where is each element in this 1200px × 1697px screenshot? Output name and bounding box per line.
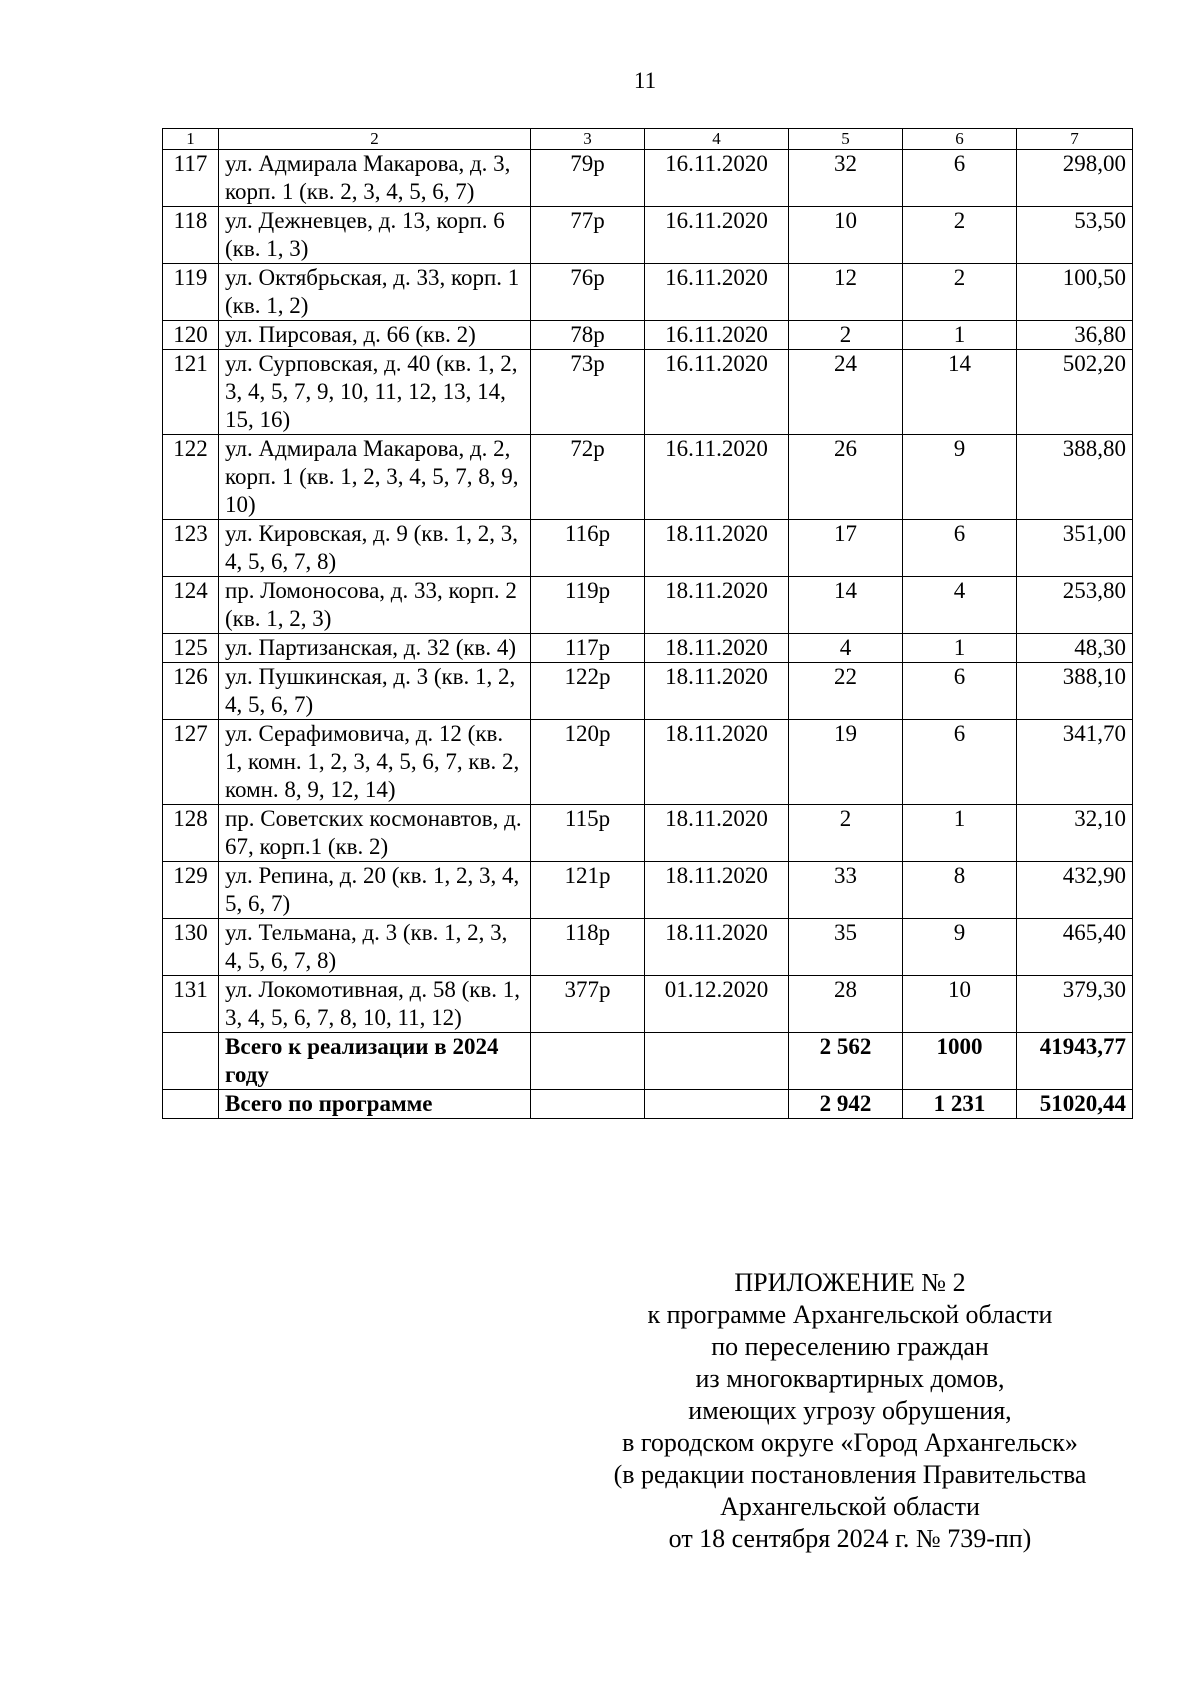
appendix-heading (580, 1267, 1120, 1555)
row-number: 121 (163, 350, 219, 435)
total-column-7: 41943,77 (1017, 1033, 1133, 1090)
date-cell: 16.11.2020 (645, 435, 789, 520)
appendix-line: по переселению граждан (711, 1332, 989, 1361)
empty-cell (645, 1090, 789, 1119)
column-7-cell: 341,70 (1017, 720, 1133, 805)
column-7-cell: 253,80 (1017, 577, 1133, 634)
column-number-row (163, 129, 1133, 150)
document-number-cell: 79р (531, 150, 645, 207)
appendix-line: (в редакции постановления Правительства (613, 1460, 1087, 1489)
table-row (163, 435, 1133, 520)
document-number-cell: 121р (531, 862, 645, 919)
column-7-cell: 32,10 (1017, 805, 1133, 862)
column-6-cell: 10 (903, 976, 1017, 1033)
date-cell: 18.11.2020 (645, 919, 789, 976)
column-6-cell: 9 (903, 435, 1017, 520)
document-number-cell: 77р (531, 207, 645, 264)
column-6-cell: 6 (903, 663, 1017, 720)
column-7-cell: 388,10 (1017, 663, 1133, 720)
document-number-cell: 78р (531, 321, 645, 350)
column-6-cell: 1 (903, 321, 1017, 350)
document-number-cell: 72р (531, 435, 645, 520)
column-5-cell: 26 (789, 435, 903, 520)
column-6-cell: 14 (903, 350, 1017, 435)
column-6-cell: 1 (903, 634, 1017, 663)
row-number: 126 (163, 663, 219, 720)
address-cell: ул. Адмирала Макарова, д. 3, корп. 1 (кв. 2, 3, 4, 5, 6, 7) (219, 150, 531, 207)
column-6-cell: 1 (903, 805, 1017, 862)
column-5-cell: 17 (789, 520, 903, 577)
row-number: 128 (163, 805, 219, 862)
empty-cell (531, 1033, 645, 1090)
document-number-cell: 118р (531, 919, 645, 976)
resettlement-table (162, 128, 1133, 1119)
total-label: Всего к реализации в 2024 году (219, 1033, 531, 1090)
address-cell: ул. Адмирала Макарова, д. 2, корп. 1 (кв. 1, 2, 3, 4, 5, 7, 8, 9, 10) (219, 435, 531, 520)
table-row (163, 805, 1133, 862)
table-row (163, 862, 1133, 919)
column-7-cell: 465,40 (1017, 919, 1133, 976)
page-number: 11 (633, 68, 657, 93)
column-5-cell: 32 (789, 150, 903, 207)
table-row (163, 919, 1133, 976)
table-body (163, 150, 1133, 1119)
table-row (163, 321, 1133, 350)
column-5-cell: 19 (789, 720, 903, 805)
document-number-cell: 120р (531, 720, 645, 805)
row-number: 117 (163, 150, 219, 207)
address-cell: ул. Тельмана, д. 3 (кв. 1, 2, 3, 4, 5, 6, 7, 8) (219, 919, 531, 976)
column-header: 5 (789, 129, 903, 150)
table-row (163, 720, 1133, 805)
column-6-cell: 4 (903, 577, 1017, 634)
document-number-cell: 76р (531, 264, 645, 321)
total-column-5: 2 942 (789, 1090, 903, 1119)
date-cell: 16.11.2020 (645, 150, 789, 207)
address-cell: ул. Партизанская, д. 32 (кв. 4) (219, 634, 531, 663)
appendix-line: ПРИЛОЖЕНИЕ № 2 (734, 1268, 966, 1297)
column-header: 1 (163, 129, 219, 150)
column-7-cell: 351,00 (1017, 520, 1133, 577)
row-number: 127 (163, 720, 219, 805)
total-column-6: 1 231 (903, 1090, 1017, 1119)
column-5-cell: 14 (789, 577, 903, 634)
total-column-5: 2 562 (789, 1033, 903, 1090)
column-7-cell: 379,30 (1017, 976, 1133, 1033)
document-number-cell: 117р (531, 634, 645, 663)
address-cell: ул. Локомотивная, д. 58 (кв. 1, 3, 4, 5, 6, 7, 8, 10, 11, 12) (219, 976, 531, 1033)
column-5-cell: 22 (789, 663, 903, 720)
column-5-cell: 4 (789, 634, 903, 663)
row-number: 130 (163, 919, 219, 976)
column-6-cell: 2 (903, 207, 1017, 264)
appendix-line: к программе Архангельской области (647, 1300, 1053, 1329)
empty-cell (163, 1090, 219, 1119)
column-6-cell: 9 (903, 919, 1017, 976)
appendix-line: из многоквартирных домов, (695, 1364, 1005, 1393)
address-cell: ул. Сурповская, д. 40 (кв. 1, 2, 3, 4, 5, 7, 9, 10, 11, 12, 13, 14, 15, 16) (219, 350, 531, 435)
table-row (163, 634, 1133, 663)
address-cell: ул. Октябрьская, д. 33, корп. 1 (кв. 1, 2) (219, 264, 531, 321)
column-6-cell: 6 (903, 150, 1017, 207)
address-cell: ул. Пушкинская, д. 3 (кв. 1, 2, 4, 5, 6, 7) (219, 663, 531, 720)
date-cell: 16.11.2020 (645, 321, 789, 350)
column-5-cell: 2 (789, 321, 903, 350)
table-row (163, 520, 1133, 577)
column-5-cell: 2 (789, 805, 903, 862)
column-6-cell: 2 (903, 264, 1017, 321)
row-number: 124 (163, 577, 219, 634)
row-number: 125 (163, 634, 219, 663)
date-cell: 18.11.2020 (645, 520, 789, 577)
total-label: Всего по программе (219, 1090, 531, 1119)
date-cell: 16.11.2020 (645, 207, 789, 264)
date-cell: 18.11.2020 (645, 805, 789, 862)
date-cell: 18.11.2020 (645, 577, 789, 634)
address-cell: пр. Ломоносова, д. 33, корп. 2 (кв. 1, 2, 3) (219, 577, 531, 634)
row-number: 122 (163, 435, 219, 520)
address-cell: ул. Серафимовича, д. 12 (кв. 1, комн. 1, 2, 3, 4, 5, 6, 7, кв. 2, комн. 8, 9, 12, 14) (219, 720, 531, 805)
address-cell: пр. Советских космонавтов, д. 67, корп.1 (кв. 2) (219, 805, 531, 862)
column-7-cell: 502,20 (1017, 350, 1133, 435)
date-cell: 16.11.2020 (645, 264, 789, 321)
table-row (163, 264, 1133, 321)
total-column-6: 1000 (903, 1033, 1017, 1090)
column-5-cell: 28 (789, 976, 903, 1033)
column-header: 7 (1017, 129, 1133, 150)
date-cell: 16.11.2020 (645, 350, 789, 435)
column-6-cell: 6 (903, 520, 1017, 577)
column-7-cell: 36,80 (1017, 321, 1133, 350)
column-5-cell: 35 (789, 919, 903, 976)
column-header: 2 (219, 129, 531, 150)
empty-cell (531, 1090, 645, 1119)
column-7-cell: 48,30 (1017, 634, 1133, 663)
date-cell: 18.11.2020 (645, 634, 789, 663)
table-row (163, 976, 1133, 1033)
total-row (163, 1033, 1133, 1090)
column-7-cell: 432,90 (1017, 862, 1133, 919)
date-cell: 18.11.2020 (645, 720, 789, 805)
column-7-cell: 388,80 (1017, 435, 1133, 520)
document-number-cell: 119р (531, 577, 645, 634)
address-cell: ул. Пирсовая, д. 66 (кв. 2) (219, 321, 531, 350)
document-number-cell: 115р (531, 805, 645, 862)
column-6-cell: 8 (903, 862, 1017, 919)
address-cell: ул. Дежневцев, д. 13, корп. 6 (кв. 1, 3) (219, 207, 531, 264)
column-header: 3 (531, 129, 645, 150)
empty-cell (163, 1033, 219, 1090)
row-number: 120 (163, 321, 219, 350)
column-5-cell: 33 (789, 862, 903, 919)
document-number-cell: 377р (531, 976, 645, 1033)
appendix-line: в городском округе «Город Архангельск» (622, 1428, 1078, 1457)
document-number-cell: 73р (531, 350, 645, 435)
column-5-cell: 24 (789, 350, 903, 435)
table-row (163, 350, 1133, 435)
table-row (163, 663, 1133, 720)
column-7-cell: 100,50 (1017, 264, 1133, 321)
column-header: 4 (645, 129, 789, 150)
table-row (163, 150, 1133, 207)
row-number: 123 (163, 520, 219, 577)
address-cell: ул. Репина, д. 20 (кв. 1, 2, 3, 4, 5, 6, 7) (219, 862, 531, 919)
document-number-cell: 122р (531, 663, 645, 720)
empty-cell (645, 1033, 789, 1090)
date-cell: 01.12.2020 (645, 976, 789, 1033)
column-header: 6 (903, 129, 1017, 150)
document-number-cell: 116р (531, 520, 645, 577)
table-row (163, 207, 1133, 264)
row-number: 131 (163, 976, 219, 1033)
column-6-cell: 6 (903, 720, 1017, 805)
row-number: 129 (163, 862, 219, 919)
row-number: 118 (163, 207, 219, 264)
column-7-cell: 53,50 (1017, 207, 1133, 264)
table-row (163, 577, 1133, 634)
appendix-line: имеющих угрозу обрушения, (688, 1396, 1012, 1425)
address-cell: ул. Кировская, д. 9 (кв. 1, 2, 3, 4, 5, 6, 7, 8) (219, 520, 531, 577)
date-cell: 18.11.2020 (645, 663, 789, 720)
column-5-cell: 12 (789, 264, 903, 321)
column-7-cell: 298,00 (1017, 150, 1133, 207)
appendix-line: от 18 сентября 2024 г. № 739-пп) (668, 1524, 1032, 1553)
total-row (163, 1090, 1133, 1119)
appendix-line: Архангельской области (720, 1492, 980, 1521)
total-column-7: 51020,44 (1017, 1090, 1133, 1119)
column-5-cell: 10 (789, 207, 903, 264)
row-number: 119 (163, 264, 219, 321)
date-cell: 18.11.2020 (645, 862, 789, 919)
